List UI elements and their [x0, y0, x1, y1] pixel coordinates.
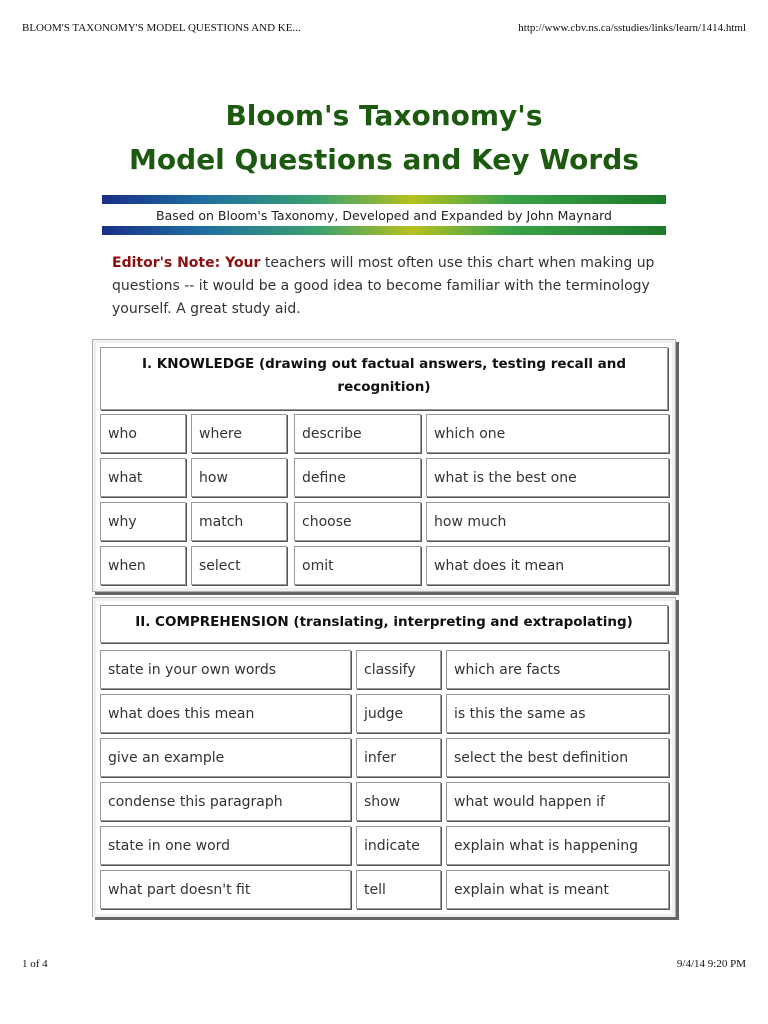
table-cell: indicate — [356, 826, 441, 865]
print-header-url: http://www.cbv.ns.ca/sstudies/links/learn/1414.html — [518, 22, 746, 34]
page-title-line1: Bloom's Taxonomy's — [225, 99, 543, 132]
table-cell: which are facts — [446, 650, 669, 689]
print-header-title: BLOOM'S TAXONOMY'S MODEL QUESTIONS AND KE... — [22, 22, 301, 34]
table-cell: classify — [356, 650, 441, 689]
knowledge-section — [92, 339, 676, 592]
table-cell: what does it mean — [426, 546, 669, 585]
table-cell: who — [100, 414, 186, 453]
table-cell: what part doesn't fit — [100, 870, 351, 909]
table-cell: what is the best one — [426, 458, 669, 497]
table-cell: why — [100, 502, 186, 541]
editor-note-text: teachers will most often use this chart when making up questions -- it would be a good idea to become familiar with the terminology yourself. A great study aid. — [112, 255, 655, 317]
table-cell: match — [191, 502, 287, 541]
table-cell: state in your own words — [100, 650, 351, 689]
table-cell: choose — [294, 502, 421, 541]
table-cell: explain what is meant — [446, 870, 669, 909]
gradient-divider-bottom — [102, 226, 666, 235]
table-cell: give an example — [100, 738, 351, 777]
print-footer — [22, 958, 746, 970]
page-title-line2: Model Questions and Key Words — [129, 143, 639, 176]
table-cell: is this the same as — [446, 694, 669, 733]
knowledge-heading: I. KNOWLEDGE (drawing out factual answers, testing recall and recognition) — [100, 347, 668, 410]
table-cell: when — [100, 546, 186, 585]
table-cell: select the best definition — [446, 738, 669, 777]
comprehension-section — [92, 597, 676, 917]
table-cell: what — [100, 458, 186, 497]
table-cell: select — [191, 546, 287, 585]
table-cell: which one — [426, 414, 669, 453]
table-cell: omit — [294, 546, 421, 585]
table-cell: define — [294, 458, 421, 497]
table-cell: tell — [356, 870, 441, 909]
page-title — [0, 94, 768, 182]
table-cell: where — [191, 414, 287, 453]
table-cell: explain what is happening — [446, 826, 669, 865]
print-datetime: 9/4/14 9:20 PM — [676, 958, 746, 970]
table-cell: state in one word — [100, 826, 351, 865]
gradient-divider-top — [102, 195, 666, 204]
print-header — [22, 22, 746, 34]
table-cell: describe — [294, 414, 421, 453]
subtitle: Based on Bloom's Taxonomy, Developed and Expanded by John Maynard — [156, 208, 612, 223]
page-number: 1 of 4 — [22, 958, 48, 970]
editor-note-lead: Editor's Note: Your — [112, 255, 261, 271]
editor-note — [112, 252, 657, 321]
table-cell: infer — [356, 738, 441, 777]
table-cell: condense this paragraph — [100, 782, 351, 821]
table-cell: how — [191, 458, 287, 497]
table-cell: what would happen if — [446, 782, 669, 821]
comprehension-heading: II. COMPREHENSION (translating, interpreting and extrapolating) — [100, 605, 668, 643]
table-cell: how much — [426, 502, 669, 541]
table-cell: show — [356, 782, 441, 821]
table-cell: what does this mean — [100, 694, 351, 733]
table-cell: judge — [356, 694, 441, 733]
